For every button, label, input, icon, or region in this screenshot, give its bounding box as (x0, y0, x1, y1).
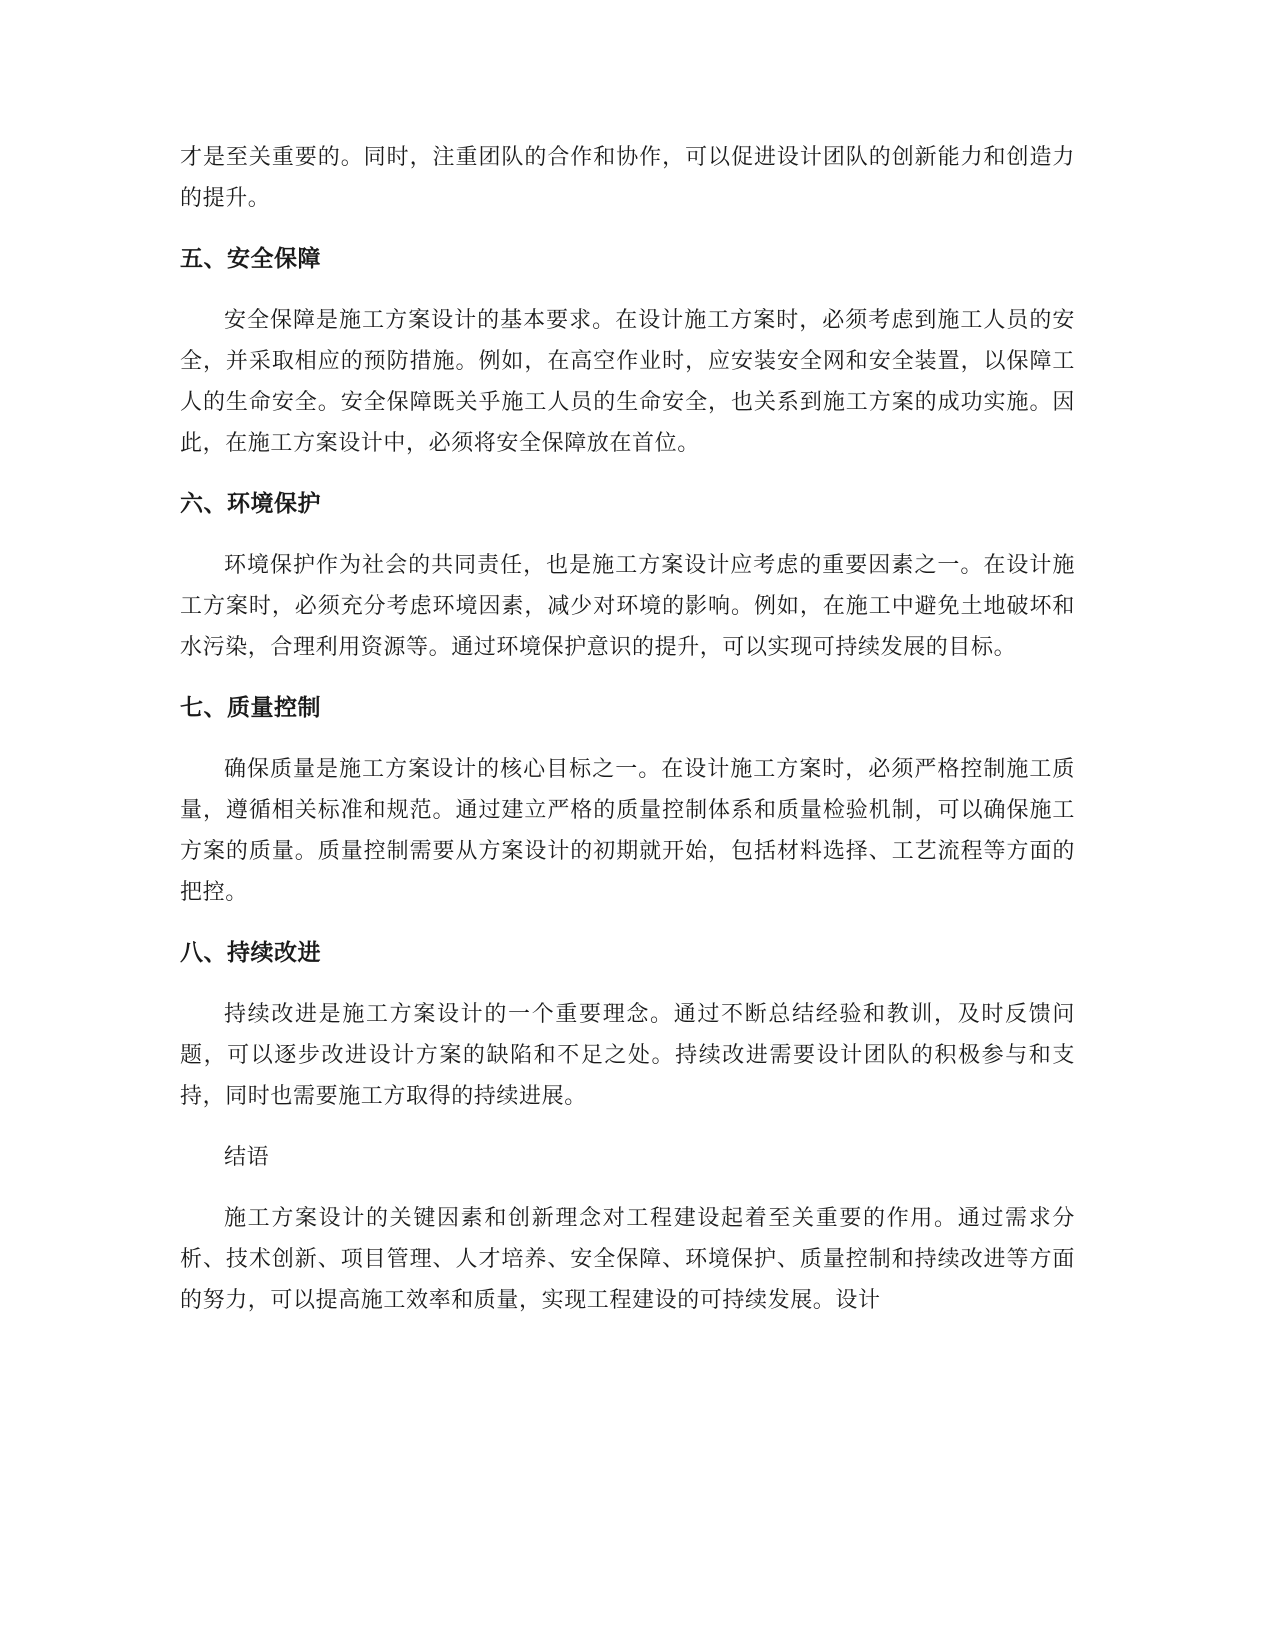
document-page (180, 137, 1075, 1321)
conclusion-paragraph: 施工方案设计的关键因素和创新理念对工程建设起着至关重要的作用。通过需求分析、技术创新、项目管理、人才培养、安全保障、环境保护、质量控制和持续改进等方面的努力，可以提高施工效率和质量，实现工程建设的可持续发展。设计 (180, 1206, 1075, 1313)
section-body-environment: 环境保护作为社会的共同责任，也是施工方案设计应考虑的重要因素之一。在设计施工方案时，必须充分考虑环境因素，减少对环境的影响。例如，在施工中避免土地破坏和水污染，合理利用资源等。通过环境保护意识的提升，可以实现可持续发展的目标。 (180, 553, 1075, 660)
intro-paragraph: 才是至关重要的。同时，注重团队的合作和协作，可以促进设计团队的创新能力和创造力的提升。 (180, 145, 1075, 211)
section-body-improvement: 持续改进是施工方案设计的一个重要理念。通过不断总结经验和教训，及时反馈问题，可以逐步改进设计方案的缺陷和不足之处。持续改进需要设计团队的积极参与和支持，同时也需要施工方取得的持续进展。 (180, 1002, 1075, 1109)
section-heading-environment: 六、环境保护 (180, 491, 321, 517)
section-body-safety: 安全保障是施工方案设计的基本要求。在设计施工方案时，必须考虑到施工人员的安全，并采取相应的预防措施。例如，在高空作业时，应安装安全网和安全装置，以保障工人的生命安全。安全保障既关乎施工人员的生命安全，也关系到施工方案的成功实施。因此，在施工方案设计中，必须将安全保障放在首位。 (180, 308, 1075, 456)
section-body-quality: 确保质量是施工方案设计的核心目标之一。在设计施工方案时，必须严格控制施工质量，遵循相关标准和规范。通过建立严格的质量控制体系和质量检验机制，可以确保施工方案的质量。质量控制需要从方案设计的初期就开始，包括材料选择、工艺流程等方面的把控。 (180, 757, 1075, 905)
section-heading-improvement: 八、持续改进 (180, 940, 321, 966)
section-heading-quality: 七、质量控制 (180, 695, 321, 721)
section-heading-safety: 五、安全保障 (180, 246, 321, 272)
conclusion-label: 结语 (224, 1145, 270, 1170)
